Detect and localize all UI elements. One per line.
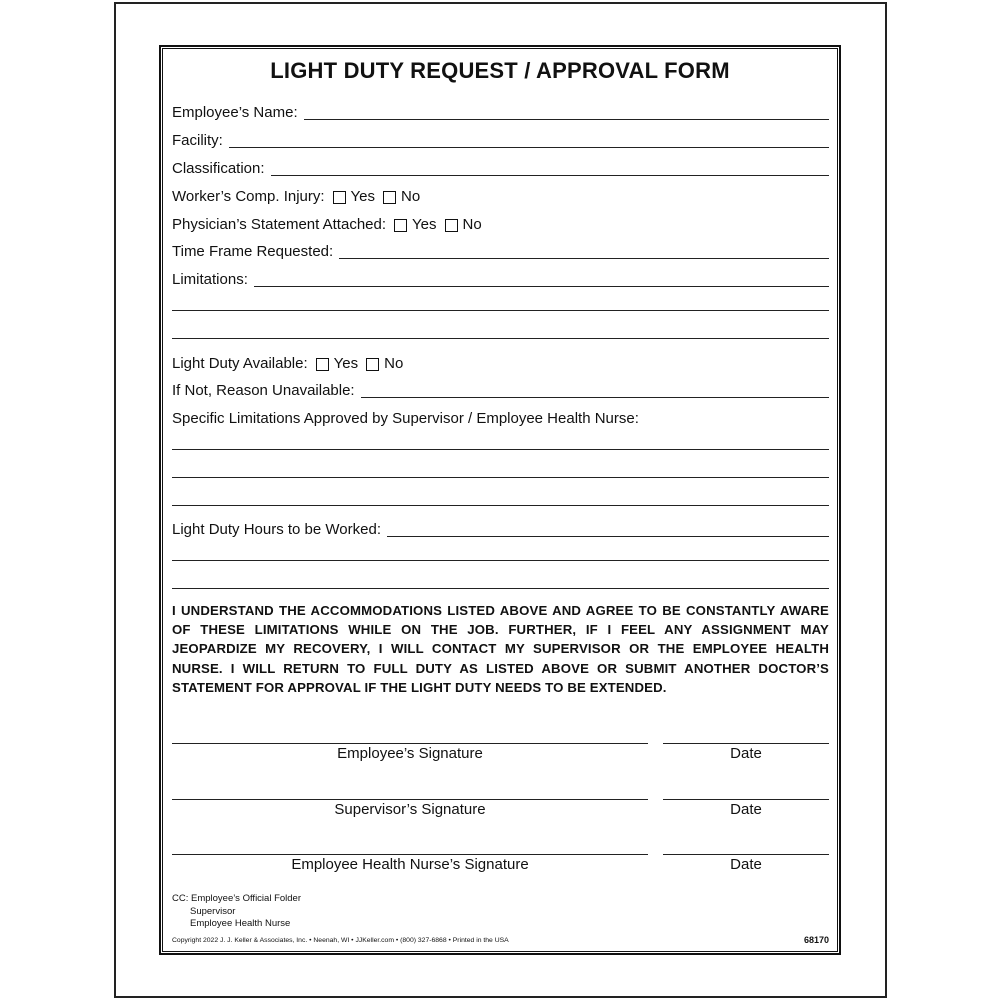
limitations-label: Limitations: bbox=[172, 271, 248, 288]
physician-statement-yes-checkbox[interactable] bbox=[394, 219, 407, 232]
employee-date-line[interactable] bbox=[663, 743, 829, 744]
light-duty-available-yes-checkbox[interactable] bbox=[316, 358, 329, 371]
facility-field[interactable] bbox=[229, 134, 829, 148]
employee-signature-label: Employee’s Signature bbox=[337, 745, 483, 762]
employee-name-field[interactable] bbox=[304, 106, 829, 120]
specific-limitations-label: Specific Limitations Approved by Supervisor / Employee Health Nurse: bbox=[172, 410, 639, 427]
facility-label: Facility: bbox=[172, 132, 223, 149]
nurse-signature-label: Employee Health Nurse’s Signature bbox=[291, 856, 529, 873]
limitations-row bbox=[172, 265, 829, 289]
supervisor-signature-label: Supervisor’s Signature bbox=[334, 801, 486, 818]
workers-comp-yes-checkbox[interactable] bbox=[333, 191, 346, 204]
classification-label: Classification: bbox=[172, 160, 265, 177]
time-frame-field[interactable] bbox=[339, 245, 829, 259]
workers-comp-yes[interactable] bbox=[333, 188, 375, 206]
light-duty-available-no[interactable] bbox=[366, 355, 403, 373]
workers-comp-no[interactable] bbox=[383, 188, 420, 206]
cc-line-3: Employee Health Nurse bbox=[190, 918, 291, 929]
facility-row bbox=[172, 126, 829, 150]
physician-statement-yes[interactable] bbox=[394, 216, 436, 234]
workers-comp-yes-label: Yes bbox=[350, 188, 376, 205]
employee-name-row bbox=[172, 98, 829, 122]
hours-worked-line-2[interactable] bbox=[172, 560, 829, 561]
workers-comp-row bbox=[172, 182, 829, 206]
light-duty-available-yes[interactable] bbox=[316, 355, 358, 373]
physician-statement-row bbox=[172, 210, 829, 234]
time-frame-row bbox=[172, 237, 829, 261]
physician-statement-yes-label: Yes bbox=[412, 216, 437, 233]
physician-statement-no-label: No bbox=[462, 216, 482, 233]
cc-line-2: Supervisor bbox=[190, 905, 236, 917]
reason-unavailable-field[interactable] bbox=[361, 384, 829, 398]
employee-name-label: Employee’s Name: bbox=[172, 104, 298, 121]
hours-worked-row bbox=[172, 515, 829, 539]
time-frame-label: Time Frame Requested: bbox=[172, 243, 334, 260]
cc-list bbox=[172, 893, 301, 931]
specific-limitations-row bbox=[172, 404, 829, 428]
light-duty-available-no-checkbox[interactable] bbox=[366, 358, 379, 371]
nurse-date-line[interactable] bbox=[663, 854, 829, 855]
physician-statement-no-checkbox[interactable] bbox=[445, 219, 458, 232]
supervisor-signature-line[interactable] bbox=[172, 799, 648, 800]
specific-limitations-line-2[interactable] bbox=[172, 477, 829, 478]
acknowledgement-statement: I UNDERSTAND THE ACCOMMODATIONS LISTED ABOVE AND AGREE TO BE CONSTANTLY AWARE OF THESE LIMITATIONS WHILE ON THE JOB. FURTHER, IF I FEEL ANY ASSIGNMENT MAY JEOPARDIZE MY RECOVERY, I WILL CONTACT MY SUPERVISOR OR THE EMPLOYEE HEALTH NURSE. I WILL RETURN TO FULL DUTY AS LISTED ABOVE OR SUBMIT ANOTHER DOCTOR’S STATEMENT FOR APPROVAL IF THE LIGHT DUTY NEEDS TO BE EXTENDED. bbox=[172, 603, 829, 695]
supervisor-date-label: Date bbox=[730, 801, 762, 818]
reason-unavailable-label: If Not, Reason Unavailable: bbox=[172, 382, 355, 399]
light-duty-available-no-label: No bbox=[384, 355, 404, 372]
light-duty-available-label: Light Duty Available: bbox=[172, 355, 308, 372]
light-duty-available-yes-label: Yes bbox=[333, 355, 359, 372]
physician-statement-label: Physician’s Statement Attached: bbox=[172, 216, 387, 233]
limitations-line-2[interactable] bbox=[172, 310, 829, 311]
employee-signature-line[interactable] bbox=[172, 743, 648, 744]
light-duty-available-row bbox=[172, 349, 829, 373]
cc-line-1: CC: Employee’s Official Folder bbox=[172, 893, 302, 904]
form-title: LIGHT DUTY REQUEST / APPROVAL FORM bbox=[270, 58, 730, 83]
workers-comp-no-label: No bbox=[401, 188, 421, 205]
employee-date-label: Date bbox=[730, 745, 762, 762]
nurse-date-label: Date bbox=[730, 856, 762, 873]
nurse-signature-line[interactable] bbox=[172, 854, 648, 855]
specific-limitations-line-3[interactable] bbox=[172, 505, 829, 506]
hours-worked-line-3[interactable] bbox=[172, 588, 829, 589]
specific-limitations-line-1[interactable] bbox=[172, 449, 829, 450]
hours-worked-field[interactable] bbox=[387, 523, 829, 537]
copyright-footer: Copyright 2022 J. J. Keller & Associates, Inc. • Neenah, WI • JJKeller.com • (800) 327-6868 • Printed in the USA bbox=[172, 937, 509, 944]
reason-unavailable-row bbox=[172, 376, 829, 400]
form-number: 68170 bbox=[803, 935, 829, 945]
limitations-field[interactable] bbox=[254, 273, 829, 287]
hours-worked-label: Light Duty Hours to be Worked: bbox=[172, 521, 381, 538]
limitations-line-3[interactable] bbox=[172, 338, 829, 339]
workers-comp-no-checkbox[interactable] bbox=[383, 191, 396, 204]
classification-field[interactable] bbox=[271, 162, 829, 176]
workers-comp-label: Worker’s Comp. Injury: bbox=[172, 188, 325, 205]
supervisor-date-line[interactable] bbox=[663, 799, 829, 800]
physician-statement-no[interactable] bbox=[445, 216, 482, 234]
classification-row bbox=[172, 154, 829, 178]
